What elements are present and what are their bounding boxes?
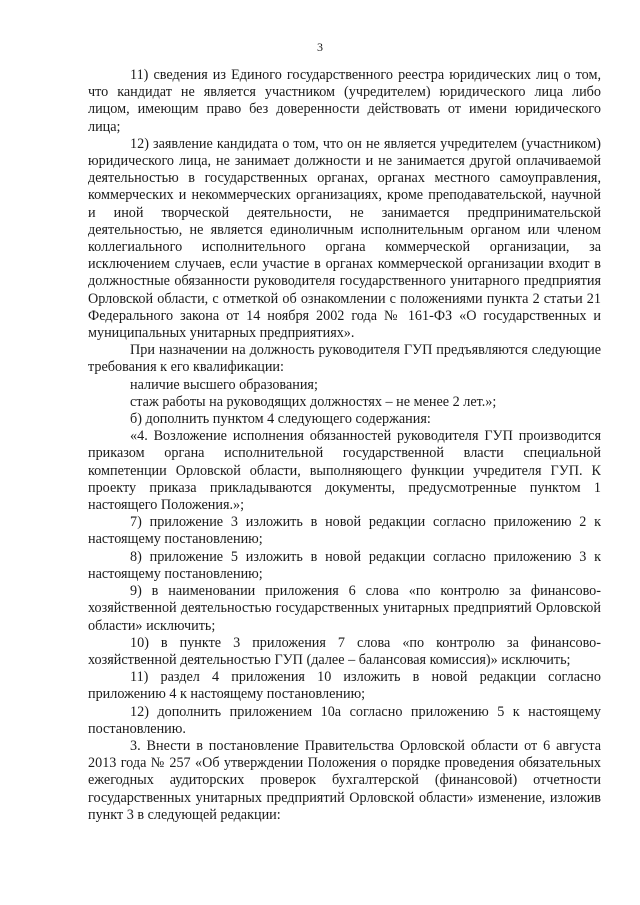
paragraph-item-12-second: 12) дополнить приложением 10а согласно приложению 5 к настоящему постановлению. <box>88 703 601 737</box>
paragraph-item-12: 12) заявление кандидата о том, что он не является учредителем (участником) юридического лица, не занимает должности и не занимается другой оплачиваемой деятельностью в государственных органах, органах местного самоуправления, коммерческих и некоммерческих организациях, кроме преподавательской, научной и иной творческой деятельности, не занимается предпринимательской деятельностью, не является единоличным исполнительным органом или членом коллегиального исполнительного органа коммерческой организации, за исключением случаев, если участие в органах коммерческой организации входит в должностные обязанности руководителя государственного унитарного предприятия Орловской области, с отметкой об ознакомлении с положениями пункта 2 статьи 21 Федерального закона от 14 ноября 2002 года № 161-ФЗ «О государственных и муниципальных унитарных предприятиях». <box>88 135 601 342</box>
paragraph-item-10: 10) в пункте 3 приложения 7 слова «по контролю за финансово-хозяйственной деятельностью ГУП (далее – балансовая комиссия)» исключить; <box>88 634 601 668</box>
paragraph-item-8: 8) приложение 5 изложить в новой редакции согласно приложению 3 к настоящему постановлению; <box>88 548 601 582</box>
paragraph-higher-education: наличие высшего образования; <box>130 376 318 393</box>
paragraph-point-4: «4. Возложение исполнения обязанностей руководителя ГУП производится приказом органа исполнительной государственной власти специальной компетенции Орловской области, выполняющего функции учредителя ГУП. К проекту приказа прикладываются документы, предусмотренные пунктом 1 настоящего Положения.»; <box>88 428 601 514</box>
paragraph-item-b: б) дополнить пунктом 4 следующего содержания: <box>130 411 431 428</box>
document-body <box>88 67 601 824</box>
paragraph-work-experience: стаж работы на руководящих должностях – не менее 2 лет.»; <box>130 393 497 410</box>
paragraph-item-7: 7) приложение 3 изложить в новой редакции согласно приложению 2 к настоящему постановлению; <box>88 514 601 548</box>
paragraph-qualification-intro: При назначении на должность руководителя ГУП предъявляются следующие требования к его квалификации: <box>88 342 601 376</box>
paragraph-section-3: 3. Внести в постановление Правительства Орловской области от 6 августа 2013 года № 257 «Об утверждении Положения о порядке проведения обязательных ежегодных аудиторских проверок бухгалтерской (финансовой) отчетности государственных унитарных предприятий Орловской области» изменение, изложив пункт 3 в следующей редакции: <box>88 737 601 823</box>
page-number: 3 <box>317 40 323 54</box>
paragraph-item-11: 11) сведения из Единого государственного реестра юридических лиц о том, что кандидат не является участником (учредителем) юридического лица либо лицом, имеющим право без доверенности действовать от имени юридического лица; <box>88 67 601 135</box>
paragraph-item-11-second: 11) раздел 4 приложения 10 изложить в новой редакции согласно приложению 4 к настоящему постановлению; <box>88 669 601 703</box>
paragraph-item-9: 9) в наименовании приложения 6 слова «по контролю за финансово-хозяйственной деятельностью государственных унитарных предприятий Орловской области» исключить; <box>88 583 601 634</box>
